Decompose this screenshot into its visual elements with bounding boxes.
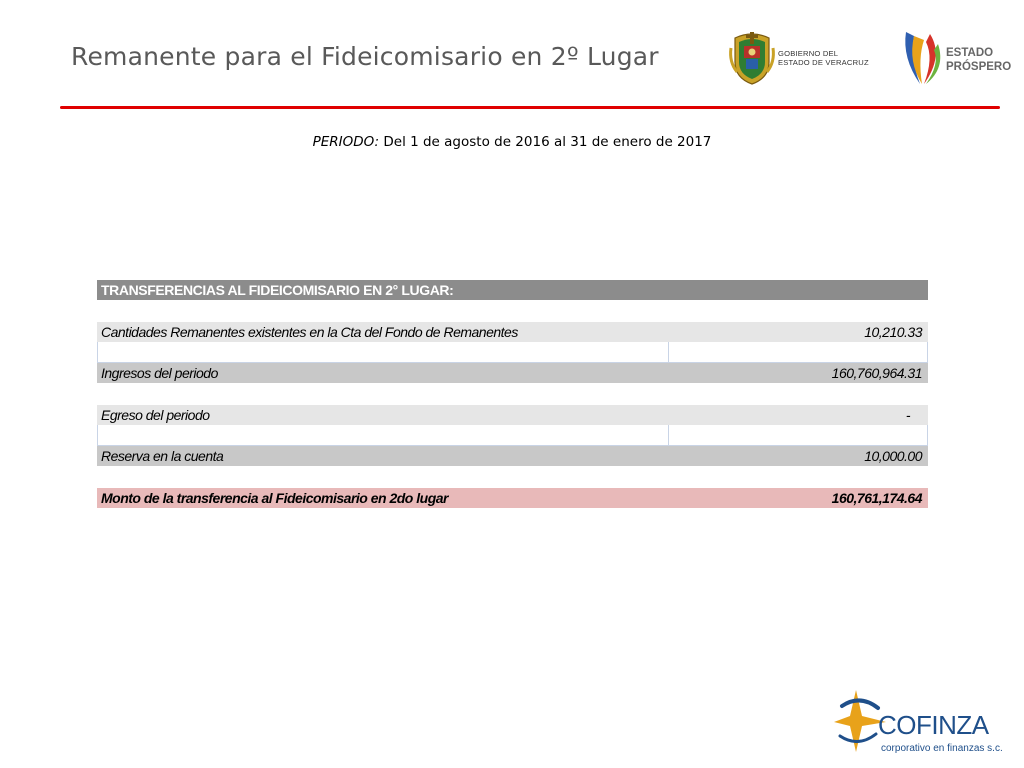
veracruz-coat-of-arms-icon	[727, 28, 777, 86]
row-label-reserva: Reserva en la cuenta	[101, 448, 224, 464]
blank-cell	[97, 342, 669, 363]
blank-cell	[669, 342, 928, 363]
prospero-logo-line1: ESTADO	[946, 47, 994, 59]
table-header-label: TRANSFERENCIAS AL FIDEICOMISARIO EN 2° LUGAR:	[101, 282, 454, 298]
table-row	[97, 446, 928, 466]
cofinza-logo	[832, 686, 1004, 762]
table-header	[97, 280, 928, 300]
blank-row	[97, 342, 928, 363]
blank-row	[97, 425, 928, 446]
blank-cell	[669, 425, 928, 446]
row-value-reserva: 10,000.00	[864, 448, 922, 464]
row-value-remanentes: 10,210.33	[864, 324, 922, 340]
gobierno-logo-line1: GOBIERNO DEL	[778, 49, 839, 58]
title-rule	[60, 106, 1000, 109]
periodo-line	[0, 134, 1024, 150]
row-label-remanentes: Cantidades Remanentes existentes en la Cta del Fondo de Remanentes	[101, 324, 518, 340]
row-value-ingresos: 160,760,964.31	[831, 365, 922, 381]
row-value-egreso: -	[905, 407, 910, 423]
cofinza-name: COFINZA	[878, 710, 989, 740]
prospero-leaf-icon	[900, 28, 946, 88]
total-label: Monto de la transferencia al Fideicomisario en 2do lugar	[101, 490, 448, 506]
total-value: 160,761,174.64	[831, 490, 922, 506]
table-row	[97, 322, 928, 342]
periodo-text: Del 1 de agosto de 2016 al 31 de enero de 2017	[379, 134, 712, 150]
gobierno-logo-line2: ESTADO DE VERACRUZ	[778, 58, 869, 67]
estado-prospero-logo	[900, 28, 1018, 88]
gobierno-veracruz-logo	[727, 28, 877, 86]
blank-cell	[97, 425, 669, 446]
cofinza-tagline: corporativo en finanzas s.c.	[881, 743, 1003, 754]
prospero-logo-line2: PRÓSPERO	[946, 61, 1012, 73]
row-label-egreso: Egreso del periodo	[101, 407, 210, 423]
row-label-ingresos: Ingresos del periodo	[101, 365, 218, 381]
table-row	[97, 363, 928, 383]
table-row	[97, 405, 928, 425]
slide-title: Remanente para el Fideicomisario en 2º Lugar	[71, 42, 659, 71]
periodo-label: PERIODO:	[312, 134, 380, 150]
table-total-row	[97, 488, 928, 508]
